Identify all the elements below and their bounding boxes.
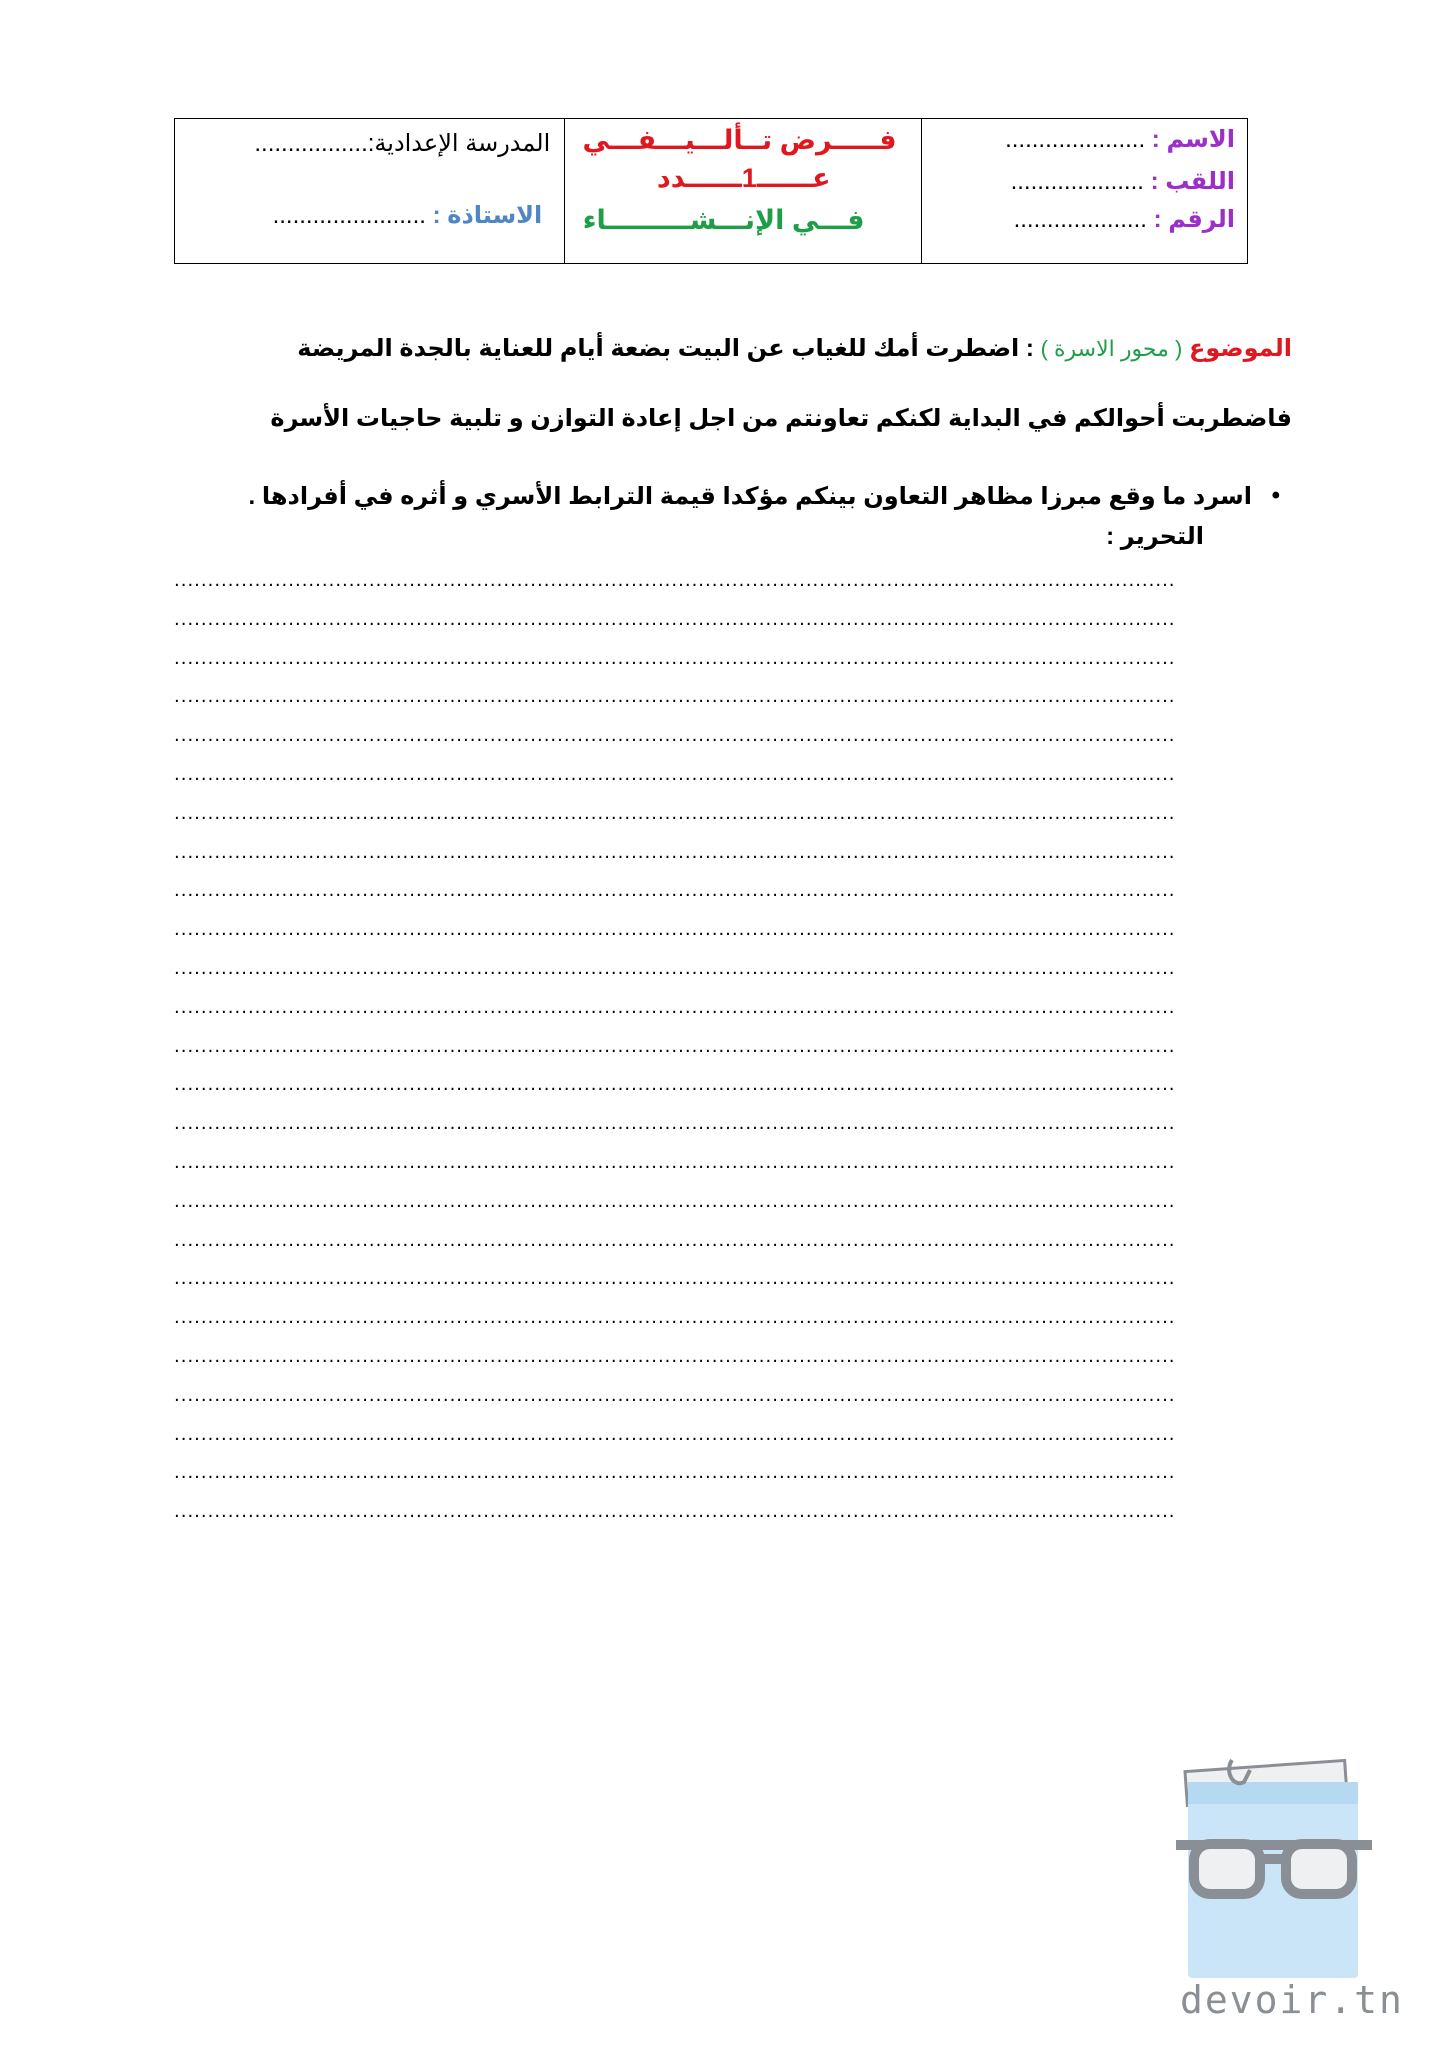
writing-line[interactable]: ..................................................................................................................................................... bbox=[174, 1113, 1176, 1135]
exam-title-line2: عــــــ1ــــــدد bbox=[656, 163, 831, 193]
school-cell bbox=[175, 119, 565, 263]
student-surname-label: اللقب : bbox=[1150, 168, 1235, 195]
writing-line[interactable]: ..................................................................................................................................................... bbox=[174, 647, 1176, 669]
writing-area[interactable] bbox=[174, 570, 1206, 1540]
school-name-field: المدرسة الإعدادية:................. bbox=[254, 130, 551, 157]
exam-title-line3: فـــي الإنـــشـــــــــاء bbox=[582, 205, 865, 235]
writing-line[interactable]: ..................................................................................................................................................... bbox=[174, 996, 1176, 1018]
writing-line[interactable]: ..................................................................................................................................................... bbox=[174, 957, 1176, 979]
writing-line[interactable]: ..................................................................................................................................................... bbox=[174, 686, 1176, 708]
student-name-field bbox=[1005, 125, 1235, 154]
student-surname-dots: .................... bbox=[1010, 168, 1144, 195]
writing-line[interactable]: ..................................................................................................................................................... bbox=[174, 919, 1176, 941]
watermark-notebook-icon bbox=[1174, 1752, 1374, 1982]
student-number-dots: .................... bbox=[1013, 206, 1147, 233]
topic-line2: فاضطربت أحوالكم في البداية لكنكم تعاونتم من اجل إعادة التوازن و تلبية حاجيات الأسرة bbox=[270, 405, 1292, 432]
topic-axis: ( محور الاسرة ) bbox=[1040, 336, 1183, 361]
student-name-label: الاسم : bbox=[1151, 126, 1235, 153]
writing-line[interactable]: ..................................................................................................................................................... bbox=[174, 763, 1176, 785]
tahrir-label: التحرير : bbox=[1106, 523, 1204, 550]
writing-line[interactable]: ..................................................................................................................................................... bbox=[174, 1268, 1176, 1290]
writing-line[interactable]: ..................................................................................................................................................... bbox=[174, 841, 1176, 863]
topic-line1-text: اضطرت أمك للغياب عن البيت بضعة أيام للعناية بالجدة المريضة bbox=[297, 335, 1020, 362]
writing-line[interactable]: ..................................................................................................................................................... bbox=[174, 570, 1176, 591]
writing-line[interactable]: ..................................................................................................................................................... bbox=[174, 1035, 1176, 1057]
writing-line[interactable]: ..................................................................................................................................................... bbox=[174, 802, 1176, 824]
topic-line1 bbox=[297, 334, 1292, 363]
exam-title-line1: فـــــرض تــألـــيـــفـــي bbox=[582, 125, 897, 155]
student-name-dots: ..................... bbox=[1005, 126, 1146, 153]
writing-line[interactable]: ..................................................................................................................................................... bbox=[174, 608, 1176, 630]
writing-line[interactable]: ..................................................................................................................................................... bbox=[174, 1151, 1176, 1173]
student-info-cell bbox=[922, 119, 1247, 263]
bullet-icon: • bbox=[1271, 482, 1280, 509]
topic-label: الموضوع bbox=[1188, 335, 1292, 362]
teacher-dots: ....................... bbox=[272, 202, 426, 229]
teacher-label: الاستاذة : bbox=[432, 202, 543, 229]
writing-line[interactable]: ..................................................................................................................................................... bbox=[174, 1423, 1176, 1445]
writing-line[interactable]: ..................................................................................................................................................... bbox=[174, 1345, 1176, 1367]
writing-line[interactable]: ..................................................................................................................................................... bbox=[174, 1307, 1176, 1329]
writing-line[interactable]: ..................................................................................................................................................... bbox=[174, 725, 1176, 747]
topic-colon: : bbox=[1025, 335, 1034, 362]
writing-line[interactable]: ..................................................................................................................................................... bbox=[174, 1501, 1176, 1523]
watermark-text: devoir.tn bbox=[1180, 1978, 1404, 2022]
header-table bbox=[174, 118, 1248, 264]
watermark bbox=[1174, 1752, 1404, 2022]
writing-line[interactable]: ..................................................................................................................................................... bbox=[174, 1384, 1176, 1406]
student-number-field bbox=[1014, 205, 1235, 234]
student-surname-field bbox=[1011, 167, 1235, 196]
writing-line[interactable]: ..................................................................................................................................................... bbox=[174, 1190, 1176, 1212]
writing-line[interactable]: ..................................................................................................................................................... bbox=[174, 1229, 1176, 1251]
teacher-field bbox=[273, 201, 543, 230]
student-number-label: الرقم : bbox=[1153, 206, 1235, 233]
writing-line[interactable]: ..................................................................................................................................................... bbox=[174, 1462, 1176, 1484]
writing-line[interactable]: ..................................................................................................................................................... bbox=[174, 1074, 1176, 1096]
writing-line[interactable]: ..................................................................................................................................................... bbox=[174, 880, 1176, 902]
instruction-text: اسرد ما وقع مبرزا مظاهر التعاون بينكم مؤكدا قيمة الترابط الأسري و أثره في أفرادها . bbox=[248, 483, 1252, 510]
exam-title-cell bbox=[565, 119, 921, 263]
